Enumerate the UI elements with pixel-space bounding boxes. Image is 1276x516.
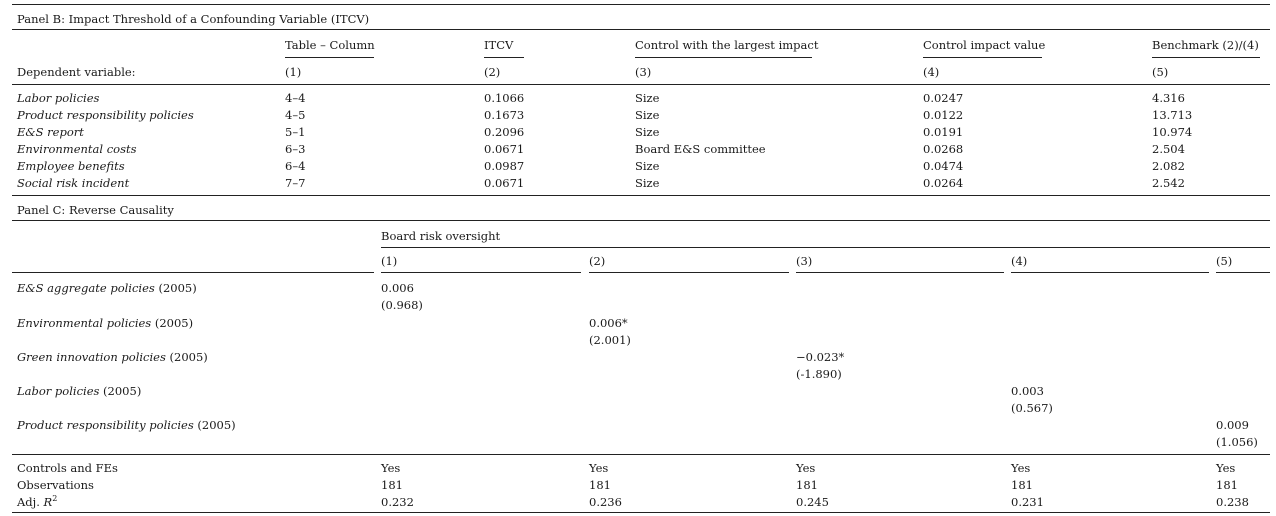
c-footer-cell: Yes: [589, 461, 609, 475]
b-cell: 0.0191: [923, 125, 964, 139]
c-footer-label: [17, 495, 57, 509]
c-footer-cell: Yes: [1011, 461, 1031, 475]
c-header-rule-seg-4: [1011, 272, 1209, 273]
b-cell: 13.713: [1152, 108, 1193, 122]
c-row-label-year: (2005): [154, 281, 197, 295]
c-group-header: Board risk oversight: [381, 229, 501, 243]
b-col-header-5: Benchmark (2)/(4): [1152, 38, 1259, 52]
c-row-label: [17, 384, 141, 398]
c-row-label-var: Labor policies: [17, 384, 100, 398]
c-footer-cell: 0.231: [1011, 495, 1044, 509]
b-cell: Size: [635, 125, 660, 139]
b-cell: 10.974: [1152, 125, 1193, 139]
c-footer-cell: 181: [589, 478, 611, 492]
b-col-underline-2: [484, 57, 524, 58]
b-cell: 7–7: [285, 176, 306, 190]
adj-var: R: [43, 495, 53, 509]
b-cell: Size: [635, 176, 660, 190]
c-row-label-var: Green innovation policies: [17, 350, 166, 364]
panel-c-title-rule: [12, 220, 1270, 221]
b-cell: Board E&S committee: [635, 142, 766, 156]
b-col-header-4: Control impact value: [923, 38, 1046, 52]
b-col-number-1: (1): [285, 65, 302, 79]
b-cell: 0.1066: [484, 91, 525, 105]
b-col-number-3: (3): [635, 65, 652, 79]
b-dep-label: Dependent variable:: [17, 65, 136, 79]
c-col-number-4: (4): [1011, 254, 1028, 268]
panel-c-title: Panel C: Reverse Causality: [17, 203, 174, 217]
c-row-label-year: (2005): [193, 418, 236, 432]
b-row-label: Social risk incident: [17, 176, 130, 190]
c-header-rule-seg-1: [381, 272, 581, 273]
b-cell: 2.082: [1152, 159, 1185, 173]
c-row-label: [17, 418, 236, 432]
c-footer-cell: Yes: [796, 461, 816, 475]
c-footer-cell: Yes: [381, 461, 401, 475]
b-col-underline-3: [635, 57, 812, 58]
c-row-label: [17, 350, 208, 364]
c-col-number-5: (5): [1216, 254, 1233, 268]
c-group-underline: [381, 247, 1270, 248]
b-cell: Size: [635, 159, 660, 173]
c-row-label: [17, 281, 197, 295]
c-row-label-year: (2005): [99, 384, 142, 398]
b-cell: Size: [635, 91, 660, 105]
b-cell: 0.0671: [484, 176, 525, 190]
b-cell: 2.504: [1152, 142, 1185, 156]
b-cell: 0.2096: [484, 125, 525, 139]
top-rule: [12, 4, 1270, 5]
b-cell: 4–4: [285, 91, 306, 105]
c-tstat: (2.001): [589, 333, 631, 347]
c-col-number-3: (3): [796, 254, 813, 268]
b-col-number-4: (4): [923, 65, 940, 79]
c-col-number-2: (2): [589, 254, 606, 268]
b-row-label: Environmental costs: [17, 142, 137, 156]
b-col-number-2: (2): [484, 65, 501, 79]
c-row-label-var: Product responsibility policies: [17, 418, 194, 432]
adj-sup: 2: [52, 494, 58, 503]
c-footer-cell: 0.232: [381, 495, 414, 509]
c-coef: 0.003: [1011, 384, 1044, 398]
c-tstat: (1.056): [1216, 435, 1258, 449]
c-coef: −0.023*: [796, 350, 845, 364]
b-cell: 0.0474: [923, 159, 964, 173]
b-col-underline-1: [285, 57, 374, 58]
b-cell: 2.542: [1152, 176, 1185, 190]
b-header-rule: [12, 84, 1270, 85]
panel-b-title-rule: [12, 29, 1270, 30]
c-body-rule: [12, 454, 1270, 455]
b-col-underline-4: [923, 57, 1042, 58]
b-row-label: Employee benefits: [17, 159, 125, 173]
c-footer-cell: 181: [1011, 478, 1033, 492]
b-col-header-3: Control with the largest impact: [635, 38, 819, 52]
panel-separator-rule: [12, 195, 1270, 196]
c-footer-cell: Yes: [1216, 461, 1236, 475]
c-coef: 0.006: [381, 281, 414, 295]
b-col-underline-5: [1152, 57, 1260, 58]
bottom-rule: [12, 512, 1270, 513]
c-header-rule-seg-2: [589, 272, 789, 273]
b-cell: 6–3: [285, 142, 306, 156]
b-row-label: E&S report: [17, 125, 84, 139]
c-tstat: (0.567): [1011, 401, 1053, 415]
b-col-header-2: ITCV: [484, 38, 514, 52]
c-row-label: [17, 316, 193, 330]
b-cell: 0.0247: [923, 91, 964, 105]
b-cell: Size: [635, 108, 660, 122]
b-col-header-1: Table – Column: [285, 38, 375, 52]
b-cell: 0.0671: [484, 142, 525, 156]
c-row-label-year: (2005): [165, 350, 208, 364]
b-row-label: Product responsibility policies: [17, 108, 194, 122]
b-cell: 4.316: [1152, 91, 1185, 105]
c-footer-cell: 181: [796, 478, 818, 492]
b-cell: 0.1673: [484, 108, 525, 122]
c-row-label-var: Environmental policies: [17, 316, 152, 330]
c-footer-label: Controls and FEs: [17, 461, 118, 475]
c-coef: 0.009: [1216, 418, 1249, 432]
b-cell: 0.0264: [923, 176, 964, 190]
b-row-label: Labor policies: [17, 91, 100, 105]
c-col-number-1: (1): [381, 254, 398, 268]
b-col-number-5: (5): [1152, 65, 1169, 79]
b-cell: 0.0987: [484, 159, 525, 173]
c-row-label-year: (2005): [151, 316, 194, 330]
c-footer-label: Observations: [17, 478, 94, 492]
c-tstat: (-1.890): [796, 367, 842, 381]
c-footer-cell: 181: [1216, 478, 1238, 492]
c-header-rule-seg-5: [1216, 272, 1270, 273]
b-cell: 0.0122: [923, 108, 964, 122]
b-cell: 5–1: [285, 125, 306, 139]
c-footer-cell: 181: [381, 478, 403, 492]
b-cell: 4–5: [285, 108, 306, 122]
b-cell: 6–4: [285, 159, 306, 173]
c-footer-cell: 0.245: [796, 495, 829, 509]
c-tstat: (0.968): [381, 298, 423, 312]
c-footer-cell: 0.236: [589, 495, 622, 509]
b-cell: 0.0268: [923, 142, 964, 156]
panel-b-title: Panel B: Impact Threshold of a Confounding Variable (ITCV): [17, 12, 370, 26]
c-header-rule-seg-3: [796, 272, 1004, 273]
c-footer-cell: 0.238: [1216, 495, 1249, 509]
c-coef: 0.006*: [589, 316, 628, 330]
c-row-label-var: E&S aggregate policies: [17, 281, 155, 295]
adj-prefix: Adj.: [17, 495, 44, 509]
c-header-rule-seg-0: [12, 272, 374, 273]
